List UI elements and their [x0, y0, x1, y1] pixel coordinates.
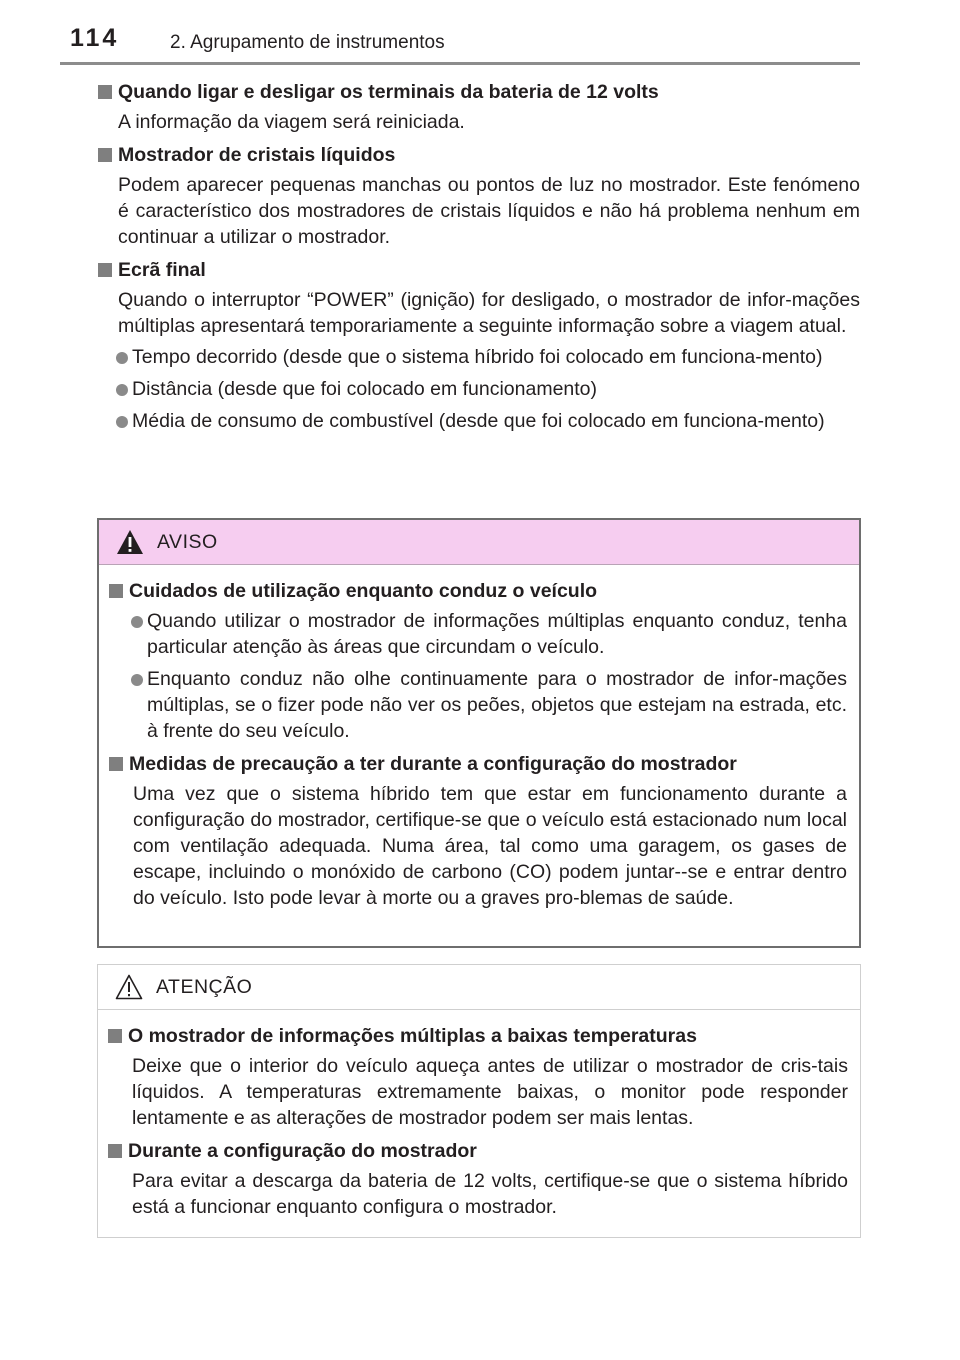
list-item: Tempo decorrido (desde que o sistema híbrido foi colocado em funciona-mento) [98, 344, 860, 370]
page-header [0, 0, 960, 68]
header-divider [60, 62, 860, 65]
caution-section-low-temperature [108, 1024, 848, 1131]
warning-section-precautions [109, 752, 847, 911]
square-bullet-icon [109, 757, 123, 771]
chapter-title: 2. Agrupamento de instrumentos [170, 32, 445, 53]
section-title: Mostrador de cristais líquidos [118, 144, 396, 166]
square-bullet-icon [98, 85, 112, 99]
main-content [98, 80, 860, 442]
list-item: Distância (desde que foi colocado em funcionamento) [98, 376, 860, 402]
warning-body [99, 565, 859, 911]
section-title: Durante a configuração do mostrador [128, 1140, 477, 1162]
list-item: Enquanto conduz não olhe continuamente para o mostrador de infor-mações múltiplas, se o fizer pode não ver os peões, objetos que estejam na estrada, etc. à frente do seu veículo. [109, 666, 847, 744]
square-bullet-icon [108, 1029, 122, 1043]
round-bullet-icon [116, 384, 128, 396]
warning-box [97, 518, 861, 948]
section-body: Quando o interruptor “POWER” (ignição) for desligado, o mostrador de infor-mações múltiplas apresentará temporariamente a seguinte informação sobre a viagem atual. [118, 289, 860, 337]
section-title: Medidas de precaução a ter durante a configuração do mostrador [129, 753, 737, 775]
section-final-screen [98, 258, 860, 434]
caution-triangle-outline-icon [115, 974, 143, 1000]
round-bullet-icon [116, 352, 128, 364]
section-title: Ecrã final [118, 259, 206, 281]
section-title: O mostrador de informações múltiplas a baixas temperaturas [128, 1025, 697, 1047]
caution-body [98, 1010, 860, 1220]
list-item: Quando utilizar o mostrador de informações múltiplas enquanto conduz, tenha particular atenção às áreas que circundam o veículo. [109, 608, 847, 660]
caution-section-configuration [108, 1139, 848, 1220]
section-lcd [98, 143, 860, 250]
section-body: Para evitar a descarga da bateria de 12 volts, certifique-se que o sistema híbrido está a funcionar enquanto configura o mostrador. [132, 1170, 848, 1218]
section-title: Cuidados de utilização enquanto conduz o veículo [129, 580, 598, 602]
warning-header [99, 520, 859, 565]
bullet-list [98, 344, 860, 434]
square-bullet-icon [98, 263, 112, 277]
section-body: Podem aparecer pequenas manchas ou pontos de luz no mostrador. Este fenómeno é característico dos mostradores de cristais líquidos e não há problema nenhum em continuar a utilizar o mostrador. [118, 174, 860, 248]
section-title: Quando ligar e desligar os terminais da bateria de 12 volts [118, 81, 659, 103]
warning-triangle-icon [116, 529, 144, 555]
section-body: Uma vez que o sistema híbrido tem que estar em funcionamento durante a configuração do mostrador, certifique-se que o veículo está estacionado num local com ventilação adequada. Numa área, tal como uma garagem, os gases de escape, incluindo o monóxido de carbono (CO) podem juntar--se e entrar dentro do veículo. Isto pode levar à morte ou a graves pro-blemas de saúde. [133, 783, 847, 909]
list-item: Média de consumo de combustível (desde que foi colocado em funciona-mento) [98, 408, 860, 434]
round-bullet-icon [116, 416, 128, 428]
square-bullet-icon [109, 584, 123, 598]
caution-header [98, 965, 860, 1010]
section-body: A informação da viagem será reiniciada. [118, 111, 465, 133]
caution-title: ATENÇÃO [156, 976, 253, 998]
section-body: Deixe que o interior do veículo aqueça antes de utilizar o mostrador de cris-tais líquidos. A temperaturas extremamente baixas, o monitor pode responder lentamente e as alterações de mostrador podem ser mais lentas. [132, 1055, 848, 1129]
section-battery-terminals [98, 80, 860, 135]
square-bullet-icon [98, 148, 112, 162]
caution-box [97, 964, 861, 1238]
round-bullet-icon [131, 674, 143, 686]
square-bullet-icon [108, 1144, 122, 1158]
warning-section-driving [109, 579, 847, 744]
bullet-list [109, 608, 847, 744]
warning-title: AVISO [157, 531, 218, 553]
page-number: 114 [70, 24, 120, 52]
round-bullet-icon [131, 616, 143, 628]
